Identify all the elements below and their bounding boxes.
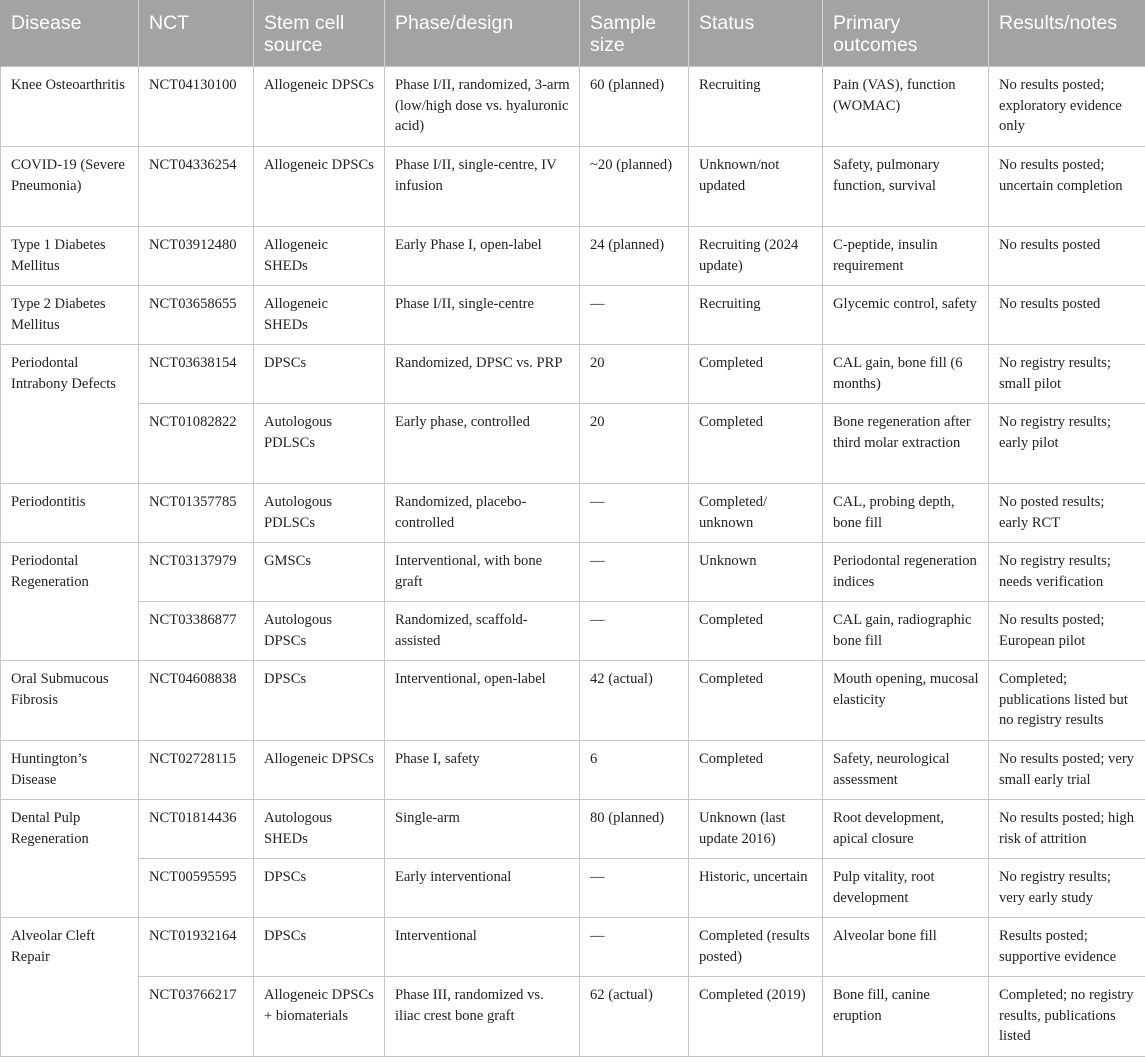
cell-nct: NCT04336254 <box>139 147 254 227</box>
cell-disease: Huntington’s Disease <box>1 741 139 800</box>
cell-outcomes: Bone regeneration after third molar extraction <box>823 404 989 484</box>
cell-status: Completed <box>689 661 823 741</box>
cell-sample: — <box>580 543 689 602</box>
cell-notes: Completed; no registry results, publications listed <box>989 977 1145 1057</box>
cell-status: Recruiting (2024 update) <box>689 227 823 286</box>
cell-status: Completed <box>689 741 823 800</box>
cell-phase: Randomized, placebo-controlled <box>385 484 580 543</box>
cell-phase: Randomized, scaffold-assisted <box>385 602 580 661</box>
cell-nct: NCT00595595 <box>139 859 254 918</box>
cell-sample: ~20 (planned) <box>580 147 689 227</box>
cell-status: Recruiting <box>689 67 823 147</box>
cell-phase: Phase III, randomized vs. iliac crest bone graft <box>385 977 580 1057</box>
cell-notes: No results posted; exploratory evidence only <box>989 67 1145 147</box>
header-primary-outcomes: Primary outcomes <box>823 0 989 67</box>
table-row <box>1 602 1145 661</box>
cell-outcomes: CAL, probing depth, bone fill <box>823 484 989 543</box>
cell-source: Allogeneic DPSCs <box>254 67 385 147</box>
cell-nct: NCT01357785 <box>139 484 254 543</box>
cell-disease: Type 2 Diabetes Mellitus <box>1 286 139 345</box>
cell-source: DPSCs <box>254 345 385 404</box>
cell-source: Allogeneic SHEDs <box>254 286 385 345</box>
cell-source: DPSCs <box>254 918 385 977</box>
table-row <box>1 484 1145 543</box>
cell-outcomes: C-peptide, insulin requirement <box>823 227 989 286</box>
cell-status: Completed <box>689 404 823 484</box>
cell-sample: — <box>580 484 689 543</box>
cell-outcomes: Pain (VAS), function (WOMAC) <box>823 67 989 147</box>
cell-notes: No results posted; very small early trial <box>989 741 1145 800</box>
cell-outcomes: CAL gain, radiographic bone fill <box>823 602 989 661</box>
cell-nct: NCT01082822 <box>139 404 254 484</box>
table-row <box>1 404 1145 484</box>
cell-phase: Early phase, controlled <box>385 404 580 484</box>
table-row <box>1 800 1145 859</box>
table-row <box>1 661 1145 741</box>
cell-outcomes: Safety, pulmonary function, survival <box>823 147 989 227</box>
cell-disease: Periodontal Intrabony Defects <box>1 345 139 484</box>
cell-status: Unknown <box>689 543 823 602</box>
cell-phase: Phase I/II, single-centre <box>385 286 580 345</box>
cell-source: Allogeneic DPSCs <box>254 147 385 227</box>
cell-notes: No registry results; very early study <box>989 859 1145 918</box>
cell-sample: 62 (actual) <box>580 977 689 1057</box>
cell-sample: — <box>580 859 689 918</box>
cell-phase: Phase I, safety <box>385 741 580 800</box>
cell-status: Historic, uncertain <box>689 859 823 918</box>
cell-outcomes: Bone fill, canine eruption <box>823 977 989 1057</box>
cell-status: Recruiting <box>689 286 823 345</box>
cell-outcomes: Safety, neurological assessment <box>823 741 989 800</box>
cell-sample: 24 (planned) <box>580 227 689 286</box>
cell-status: Completed (results posted) <box>689 918 823 977</box>
cell-source: Autologous PDLSCs <box>254 404 385 484</box>
cell-phase: Randomized, DPSC vs. PRP <box>385 345 580 404</box>
cell-nct: NCT03658655 <box>139 286 254 345</box>
header-stem-cell-source: Stem cell source <box>254 0 385 67</box>
cell-phase: Interventional, open-label <box>385 661 580 741</box>
cell-source: Autologous SHEDs <box>254 800 385 859</box>
cell-sample: 20 <box>580 404 689 484</box>
cell-disease: Type 1 Diabetes Mellitus <box>1 227 139 286</box>
cell-phase: Phase I/II, randomized, 3-arm (low/high dose vs. hyaluronic acid) <box>385 67 580 147</box>
cell-notes: Results posted; supportive evidence <box>989 918 1145 977</box>
cell-disease: Oral Submucous Fibrosis <box>1 661 139 741</box>
table-row <box>1 67 1145 147</box>
cell-status: Unknown (last update 2016) <box>689 800 823 859</box>
cell-notes: No registry results; needs verification <box>989 543 1145 602</box>
cell-disease: Alveolar Cleft Repair <box>1 918 139 1057</box>
cell-source: Allogeneic DPSCs + biomaterials <box>254 977 385 1057</box>
cell-sample: 6 <box>580 741 689 800</box>
header-disease: Disease <box>1 0 139 67</box>
cell-nct: NCT03386877 <box>139 602 254 661</box>
cell-disease: Dental Pulp Regeneration <box>1 800 139 918</box>
cell-sample: — <box>580 918 689 977</box>
cell-phase: Single-arm <box>385 800 580 859</box>
cell-sample: 20 <box>580 345 689 404</box>
table-row <box>1 227 1145 286</box>
cell-sample: 60 (planned) <box>580 67 689 147</box>
header-status: Status <box>689 0 823 67</box>
cell-status: Completed (2019) <box>689 977 823 1057</box>
cell-status: Completed <box>689 602 823 661</box>
cell-notes: No results posted <box>989 286 1145 345</box>
cell-notes: Completed; publications listed but no registry results <box>989 661 1145 741</box>
cell-notes: No posted results; early RCT <box>989 484 1145 543</box>
cell-nct: NCT03766217 <box>139 977 254 1057</box>
cell-nct: NCT01814436 <box>139 800 254 859</box>
cell-outcomes: CAL gain, bone fill (6 months) <box>823 345 989 404</box>
table-row <box>1 147 1145 227</box>
cell-sample: — <box>580 602 689 661</box>
cell-source: GMSCs <box>254 543 385 602</box>
cell-status: Completed <box>689 345 823 404</box>
cell-nct: NCT02728115 <box>139 741 254 800</box>
cell-nct: NCT04130100 <box>139 67 254 147</box>
cell-outcomes: Periodontal regeneration indices <box>823 543 989 602</box>
cell-notes: No registry results; small pilot <box>989 345 1145 404</box>
cell-outcomes: Mouth opening, mucosal elasticity <box>823 661 989 741</box>
cell-nct: NCT03912480 <box>139 227 254 286</box>
cell-nct: NCT04608838 <box>139 661 254 741</box>
cell-status: Unknown/not updated <box>689 147 823 227</box>
table-row <box>1 859 1145 918</box>
header-sample-size: Sample size <box>580 0 689 67</box>
cell-source: Allogeneic DPSCs <box>254 741 385 800</box>
cell-notes: No results posted <box>989 227 1145 286</box>
cell-outcomes: Root development, apical closure <box>823 800 989 859</box>
cell-source: DPSCs <box>254 859 385 918</box>
cell-status: Completed/ unknown <box>689 484 823 543</box>
cell-nct: NCT01932164 <box>139 918 254 977</box>
cell-phase: Early interventional <box>385 859 580 918</box>
cell-notes: No results posted; European pilot <box>989 602 1145 661</box>
table-row <box>1 918 1145 977</box>
table-row <box>1 977 1145 1057</box>
cell-phase: Interventional, with bone graft <box>385 543 580 602</box>
cell-sample: 80 (planned) <box>580 800 689 859</box>
cell-nct: NCT03137979 <box>139 543 254 602</box>
cell-nct: NCT03638154 <box>139 345 254 404</box>
cell-source: Autologous DPSCs <box>254 602 385 661</box>
cell-source: DPSCs <box>254 661 385 741</box>
table-row <box>1 543 1145 602</box>
cell-phase: Interventional <box>385 918 580 977</box>
table-row <box>1 345 1145 404</box>
cell-disease: COVID-19 (Severe Pneumonia) <box>1 147 139 227</box>
header-nct: NCT <box>139 0 254 67</box>
cell-source: Allogeneic SHEDs <box>254 227 385 286</box>
cell-disease: Knee Osteoarthritis <box>1 67 139 147</box>
cell-outcomes: Pulp vitality, root development <box>823 859 989 918</box>
cell-phase: Early Phase I, open-label <box>385 227 580 286</box>
cell-phase: Phase I/II, single-centre, IV infusion <box>385 147 580 227</box>
cell-disease: Periodontitis <box>1 484 139 543</box>
header-row <box>1 0 1145 67</box>
cell-outcomes: Alveolar bone fill <box>823 918 989 977</box>
header-phase-design: Phase/design <box>385 0 580 67</box>
cell-disease: Periodontal Regeneration <box>1 543 139 661</box>
header-results-notes: Results/notes <box>989 0 1145 67</box>
cell-notes: No registry results; early pilot <box>989 404 1145 484</box>
cell-source: Autologous PDLSCs <box>254 484 385 543</box>
cell-sample: — <box>580 286 689 345</box>
cell-outcomes: Glycemic control, safety <box>823 286 989 345</box>
cell-notes: No results posted; high risk of attrition <box>989 800 1145 859</box>
cell-sample: 42 (actual) <box>580 661 689 741</box>
table-row <box>1 741 1145 800</box>
cell-notes: No results posted; uncertain completion <box>989 147 1145 227</box>
table-row <box>1 286 1145 345</box>
